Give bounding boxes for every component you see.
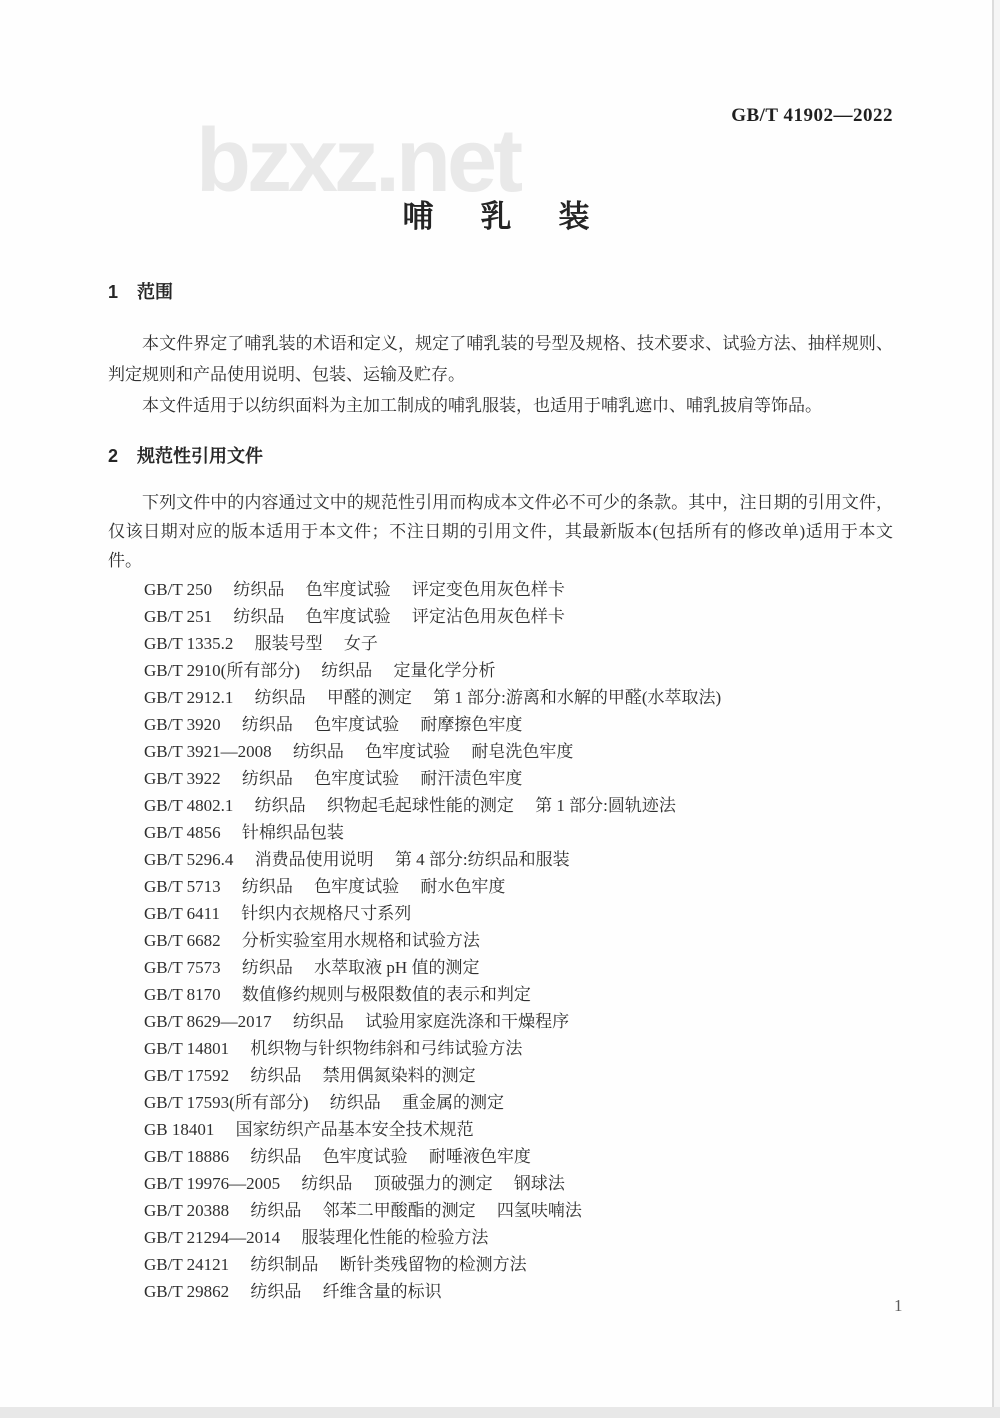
reference-item: GB/T 4802.1 纺织品 织物起毛起球性能的测定 第 1 部分:圆轨迹法	[144, 796, 676, 815]
reference-item: GB/T 4856 针棉织品包装	[144, 823, 344, 842]
page-number: 1	[894, 1296, 903, 1315]
page-title: 哺 乳 装	[402, 199, 598, 234]
reference-item: GB/T 29862 纺织品 纤维含量的标识	[144, 1282, 442, 1301]
reference-item: GB/T 3921—2008 纺织品 色牢度试验 耐皂洗色牢度	[144, 742, 574, 761]
reference-item: GB/T 19976—2005 纺织品 顶破强力的测定 钢球法	[144, 1174, 565, 1193]
section-2-heading	[108, 442, 893, 468]
reference-item: GB/T 2912.1 纺织品 甲醛的测定 第 1 部分:游离和水解的甲醛(水萃取法)	[144, 688, 722, 707]
reference-item: GB/T 2910(所有部分) 纺织品 定量化学分析	[144, 661, 496, 680]
reference-item: GB/T 6411 针织内衣规格尺寸系列	[144, 904, 412, 923]
standard-code: GB/T 41902—2022	[731, 105, 893, 126]
scan-edge-right-line	[992, 0, 994, 1408]
reference-item: GB/T 3922 纺织品 色牢度试验 耐汗渍色牢度	[144, 769, 523, 788]
section-2-title: 规范性引用文件	[137, 446, 264, 466]
reference-item: GB/T 3920 纺织品 色牢度试验 耐摩擦色牢度	[144, 715, 523, 734]
section-1-title: 范围	[137, 282, 174, 302]
section-2-number: 2	[108, 446, 119, 466]
reference-item: GB/T 251 纺织品 色牢度试验 评定沾色用灰色样卡	[144, 607, 565, 626]
reference-item: GB/T 17592 纺织品 禁用偶氮染料的测定	[144, 1066, 476, 1085]
reference-item: GB/T 250 纺织品 色牢度试验 评定变色用灰色样卡	[144, 580, 565, 599]
watermark: bzxz.net	[196, 111, 520, 211]
reference-item: GB 18401 国家纺织产品基本安全技术规范	[144, 1120, 474, 1139]
scan-edge-bottom-strip	[0, 1407, 1000, 1418]
reference-item: GB/T 14801 机织物与针织物纬斜和弓纬试验方法	[144, 1039, 523, 1058]
reference-item: GB/T 6682 分析实验室用水规格和试验方法	[144, 931, 480, 950]
reference-item: GB/T 8170 数值修约规则与极限数值的表示和判定	[144, 985, 531, 1004]
reference-item: GB/T 24121 纺织制品 断针类残留物的检测方法	[144, 1255, 527, 1274]
reference-item: GB/T 5713 纺织品 色牢度试验 耐水色牢度	[144, 877, 506, 896]
reference-item: GB/T 5296.4 消费品使用说明 第 4 部分:纺织品和服装	[144, 850, 570, 869]
section-1-heading	[108, 278, 893, 304]
scope-paragraph-1: 本文件界定了哺乳装的术语和定义，规定了哺乳装的号型及规格、技术要求、试验方法、抽样规则、判定规则和产品使用说明、包装、运输及贮存。	[108, 334, 893, 384]
reference-list	[144, 576, 904, 1305]
reference-item: GB/T 21294—2014 服装理化性能的检验方法	[144, 1228, 489, 1247]
section-1-number: 1	[108, 282, 119, 302]
reference-item: GB/T 18886 纺织品 色牢度试验 耐唾液色牢度	[144, 1147, 531, 1166]
reference-item: GB/T 8629—2017 纺织品 试验用家庭洗涤和干燥程序	[144, 1012, 570, 1031]
reference-item: GB/T 20388 纺织品 邻苯二甲酸酯的测定 四氢呋喃法	[144, 1201, 582, 1220]
reference-item: GB/T 7573 纺织品 水萃取液 pH 值的测定	[144, 958, 480, 977]
reference-item: GB/T 1335.2 服装号型 女子	[144, 634, 378, 653]
reference-item: GB/T 17593(所有部分) 纺织品 重金属的测定	[144, 1093, 504, 1112]
scope-paragraph-2: 本文件适用于以纺织面料为主加工制成的哺乳服装，也适用于哺乳遮巾、哺乳披肩等饰品。	[142, 396, 822, 415]
scan-edge-right-area	[994, 0, 1000, 1408]
normative-references-intro: 下列文件中的内容通过文中的规范性引用而构成本文件必不可少的条款。其中，注日期的引用文件，仅该日期对应的版本适用于本文件；不注日期的引用文件，其最新版本(包括所有的修改单)适用于本文件。	[108, 493, 893, 570]
